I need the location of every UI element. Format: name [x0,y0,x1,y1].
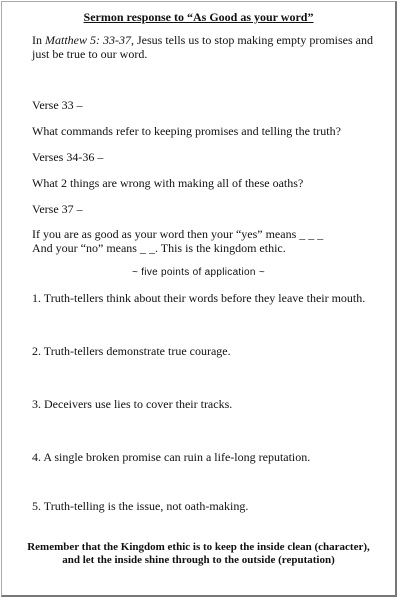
ethic-line-1: If you are as good as your word then your “yes” means _ _ _ [32,227,324,241]
verses-34-36-heading: Verses 34-36 – [32,150,104,164]
intro-paragraph [32,33,380,61]
intro-text: , Jesus tells us to stop making empty promises and just be true to our word. [32,33,373,61]
document-page [1,1,397,597]
application-point-5: 5. Truth-telling is the issue, not oath-making. [32,499,249,513]
intro-prefix: In [32,33,45,47]
verse-33-heading: Verse 33 – [32,98,83,112]
verse-33-question: What commands refer to keeping promises and telling the truth? [32,124,341,138]
verse-37-heading: Verse 37 – [32,202,83,216]
document-title: Sermon response to “As Good as your word” [83,10,314,24]
closing-line-2: and let the inside shine through to the outside (reputation) [62,554,335,566]
ethic-line-2: And your “no” means _ _. This is the kingdom ethic. [32,241,286,255]
application-heading: ~ five points of application ~ [132,267,265,278]
application-point-1: 1. Truth-tellers think about their words before they leave their mouth. [32,291,366,305]
application-point-2: 2. Truth-tellers demonstrate true courage. [32,344,231,358]
verses-34-36-question: What 2 things are wrong with making all of these oaths? [32,176,304,190]
application-point-3: 3. Deceivers use lies to cover their tracks. [32,397,233,411]
application-point-4: 4. A single broken promise can ruin a life-long reputation. [32,450,311,464]
closing-line-1: Remember that the Kingdom ethic is to keep the inside clean (character), [27,541,370,553]
scripture-reference: Matthew 5: 33-37 [45,33,131,47]
